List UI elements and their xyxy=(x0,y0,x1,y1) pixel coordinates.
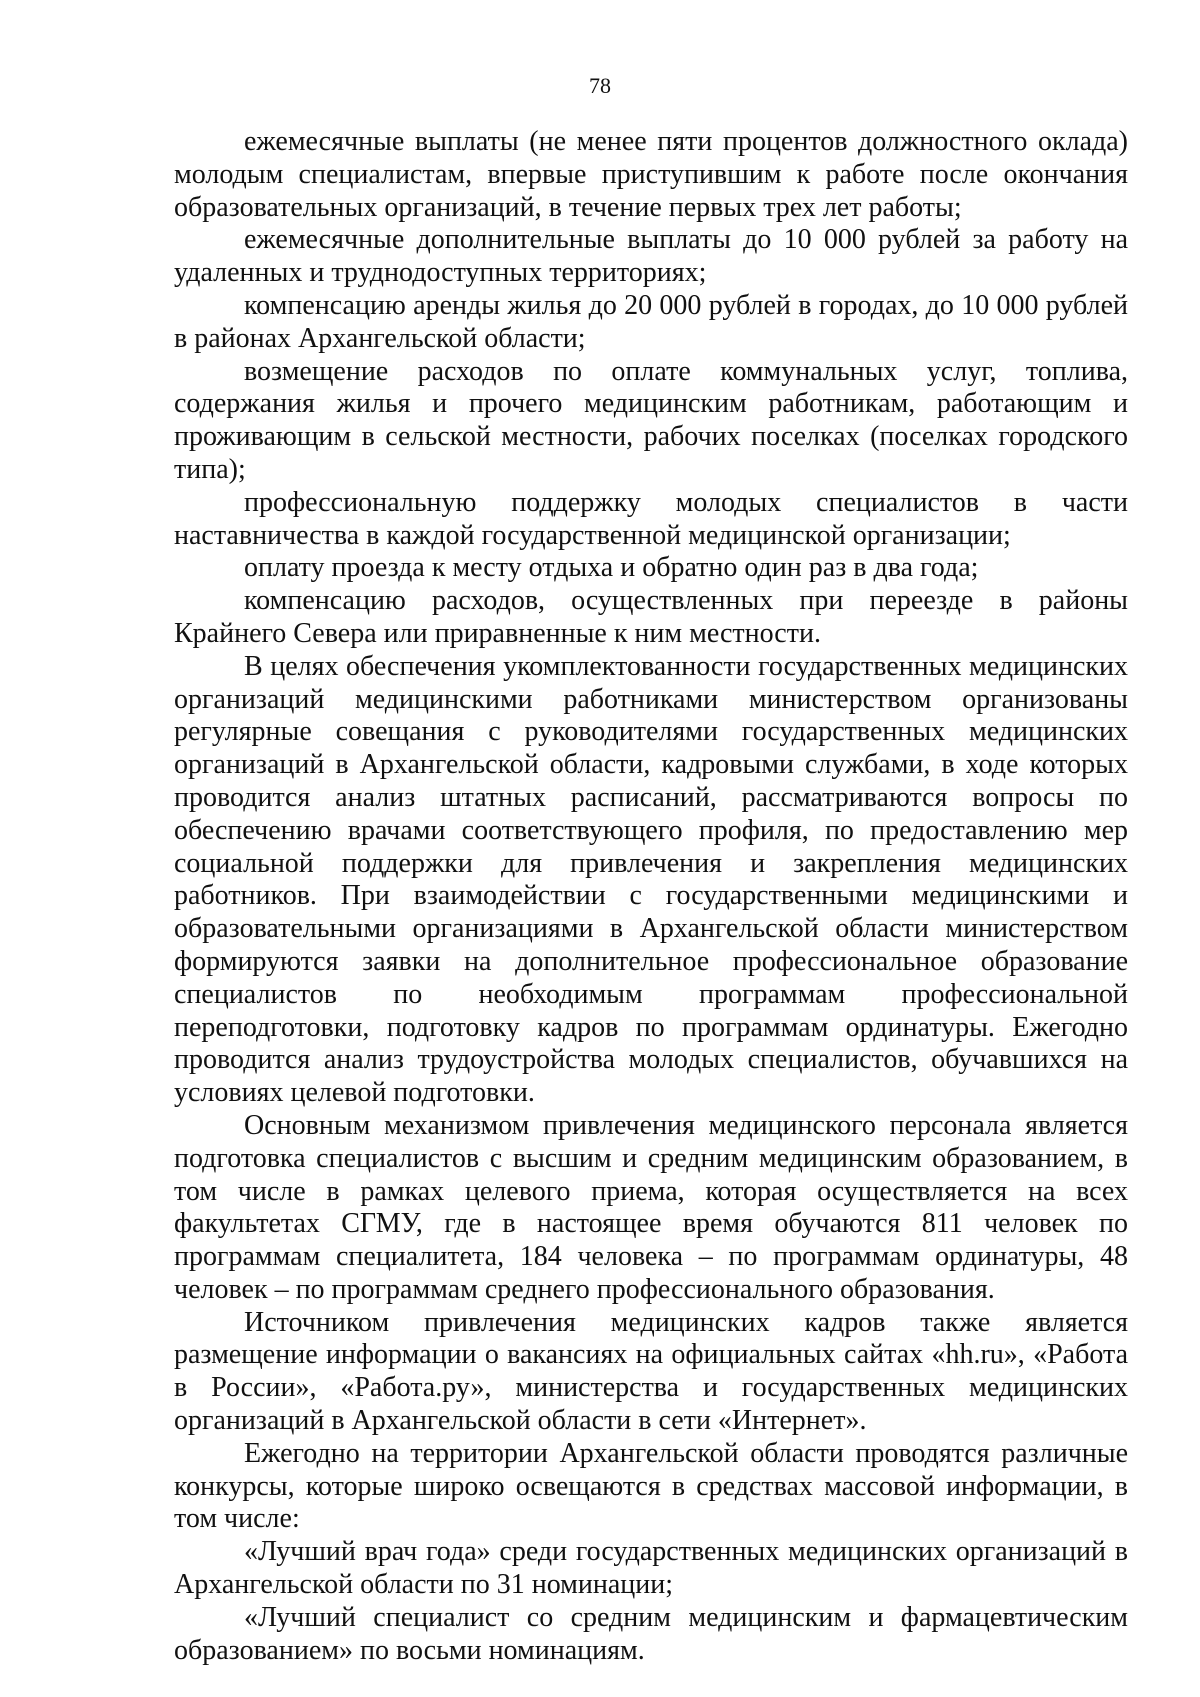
paragraph: ежемесячные выплаты (не менее пяти процентов должностного оклада) молодым специалистам, впервые приступившим к работе после окончания образовательных организаций, в течение первых трех лет работы; xyxy=(174,126,1128,223)
paragraph: Источником привлечения медицинских кадров также является размещение информации о вакансиях на официальных сайтах «hh.ru», «Работа в России», «Работа.ру», министерства и государственных медицинских организаций в Архангельской области в сети «Интернет». xyxy=(174,1306,1128,1437)
paragraph: компенсацию расходов, осуществленных при переезде в районы Крайнего Севера или приравненные к ним местности. xyxy=(174,585,1128,649)
paragraph: компенсацию аренды жилья до 20 000 рублей в городах, до 10 000 рублей в районах Архангельской области; xyxy=(174,289,1128,354)
paragraph: ежемесячные дополнительные выплаты до 10 000 рублей за работу на удаленных и труднодоступных территориях; xyxy=(174,224,1128,289)
paragraph: Основным механизмом привлечения медицинского персонала является подготовка специалистов с высшим и средним медицинским образованием, в том числе в рамках целевого приема, которая осуществляется на всех факультетах СГМУ, где в настоящее время обучаются 811 человек по программам специалитета, 184 человека – по программам ординатуры, 48 человек – по программам среднего профессионального образования. xyxy=(174,1109,1128,1305)
paragraph: «Лучший врач года» среди государственных медицинских организаций в Архангельской области по 31 номинации; xyxy=(174,1536,1128,1601)
paragraph: «Лучший специалист со средним медицинским и фармацевтическим образованием» по восьми номинациям. xyxy=(174,1601,1128,1666)
paragraph: возмещение расходов по оплате коммунальных услуг, топлива, содержания жилья и прочего медицинским работникам, работающим и проживающим в сельской местности, рабочих поселках (поселках городского типа); xyxy=(174,355,1128,485)
paragraph: профессиональную поддержку молодых специалистов в части наставничества в каждой государственной медицинской организации; xyxy=(174,486,1128,551)
document-body xyxy=(174,126,1128,1667)
paragraph: оплату проезда к месту отдыха и обратно один раз в два года; xyxy=(244,552,979,584)
paragraph: Ежегодно на территории Архангельской области проводятся различные конкурсы, которые широко освещаются в средствах массовой информации, в том числе: xyxy=(174,1437,1128,1535)
page-number: 78 xyxy=(589,73,611,98)
paragraph: В целях обеспечения укомплектованности государственных медицинских организаций медицинскими работниками министерством организованы регулярные совещания с руководителями государственных медицинских организаций в Архангельской области, кадровыми службами, в ходе которых проводится анализ штатных расписаний, рассматриваются вопросы по обеспечению врачами соответствующего профиля, по предоставлению мер социальной поддержки для привлечения и закрепления медицинских работников. При взаимодействии с государственными медицинскими и образовательными организациями в Архангельской области министерством формируются заявки на дополнительное профессиональное образование специалистов по необходимым программам профессиональной переподготовки, подготовку кадров по программам ординатуры. Ежегодно проводится анализ трудоустройства молодых специалистов, обучавшихся на условиях целевой подготовки. xyxy=(174,650,1128,1109)
